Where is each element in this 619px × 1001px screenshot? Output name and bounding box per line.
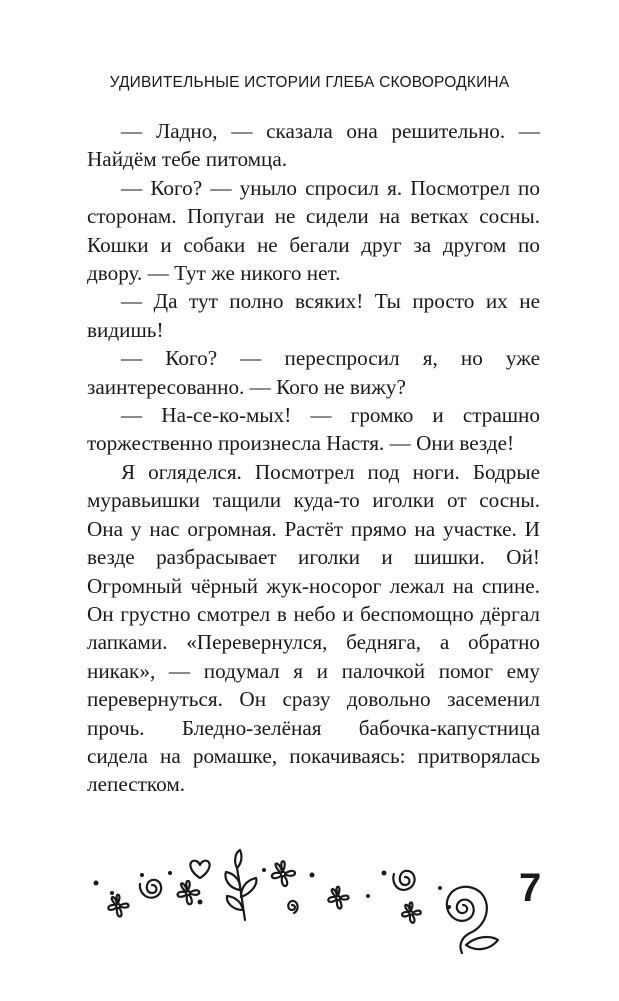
paragraph: — На-се-ко-мых! — громко и страшно торжественно произнесла Настя. — Они везде! [87, 403, 540, 456]
paragraph: — Кого? — переспросил я, но уже заинтересованно. — Кого не вижу? [87, 346, 540, 399]
page-number: 7 [519, 866, 542, 910]
running-title: УДИВИТЕЛЬНЫЕ ИСТОРИИ ГЛЕБА СКОВОРОДКИНА [109, 74, 510, 91]
paragraph: — Да тут полно всяких! Ты просто их не видишь! [87, 289, 540, 342]
paragraph: Я огляделся. Посмотрел под ноги. Бодрые муравьишки тащили куда-то иголки от сосны. Она у нас огромная. Растёт прямо на участке. И везде разбрасывает иголки и шишки. Ой! Огромный чёрный жук-носорог лежал на спине. Он грустно смотрел в небо и беспомощно дёргал лапками. «Перевернулся, бедняга, а обратно никак», — подумал я и палочкой помог ему перевернуться. Он сразу довольно засеменил прочь. Бледно-зелёная бабочка-капустница сидела на ромашке, покачиваясь: притворялась лепестком. [87, 459, 540, 797]
paragraph: — Кого? — уныло спросил я. Посмотрел по сторонам. Попугаи не сидели на ветках сосны. Кошки и собаки не бегали друг за другом по двору. — Тут же никого нет. [87, 175, 540, 286]
paragraph: — Ладно, — сказала она решительно. — Найдём тебе питомца. [87, 119, 540, 172]
